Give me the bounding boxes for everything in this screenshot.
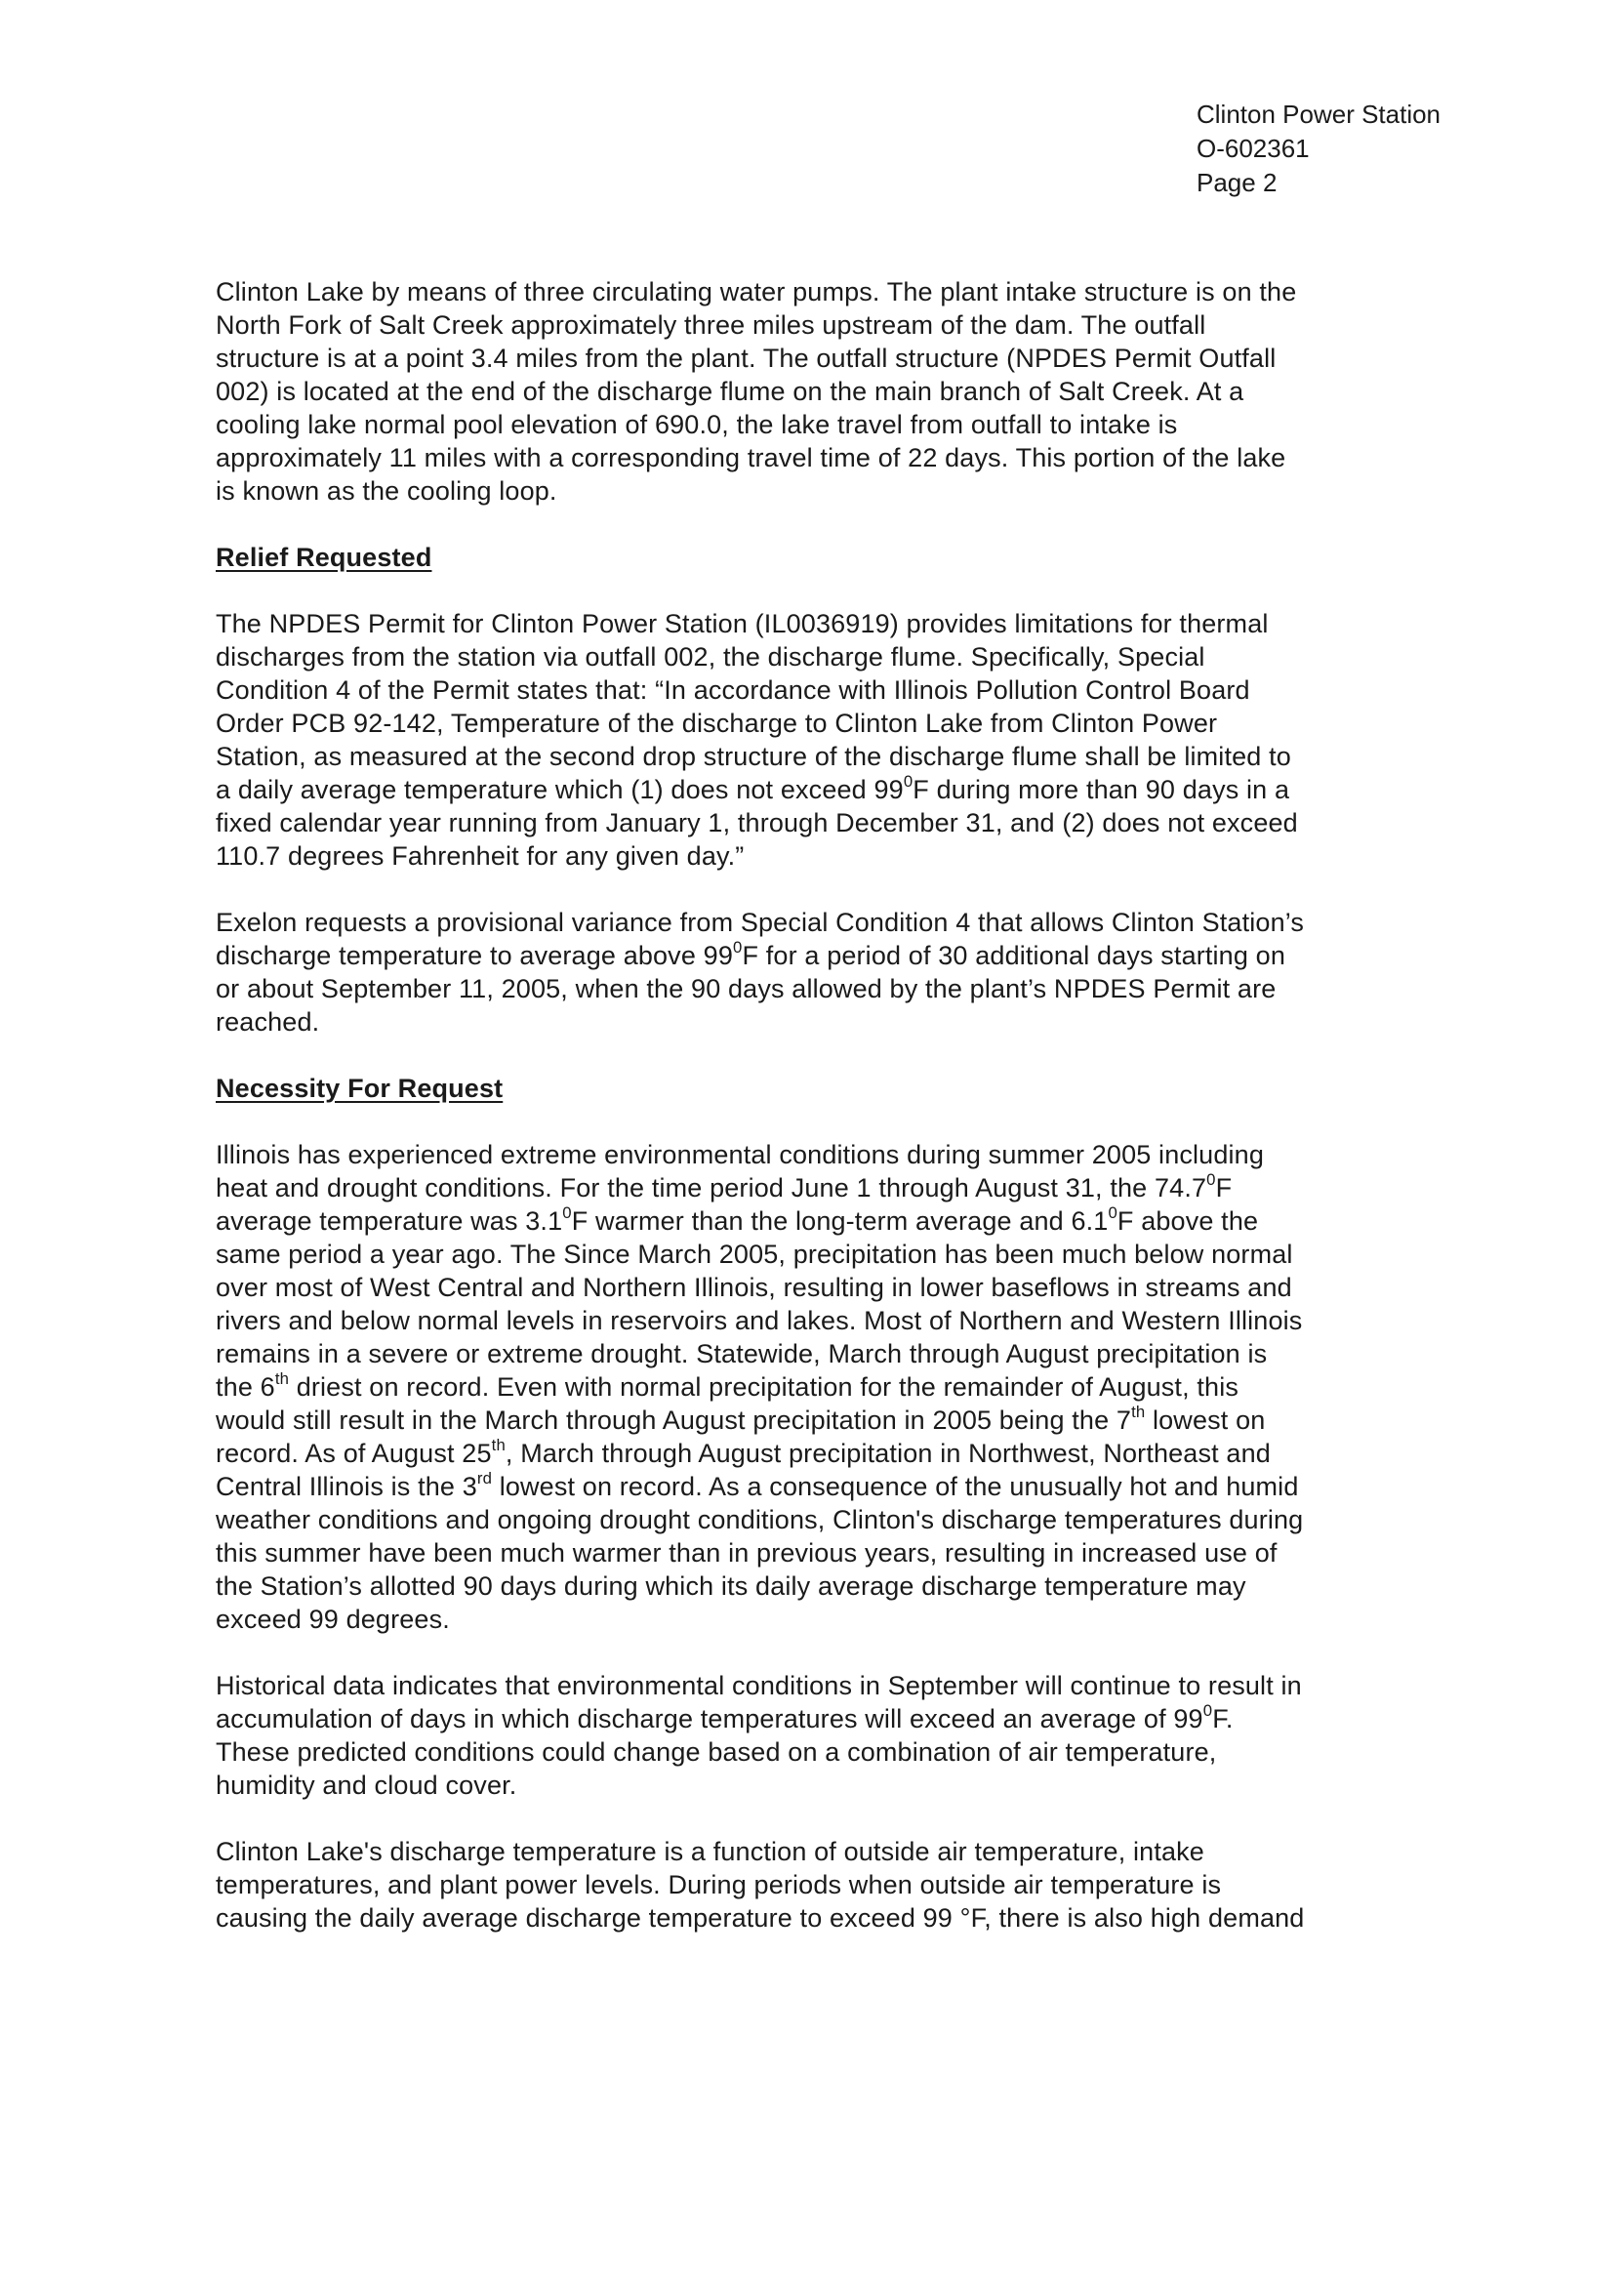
superscript: rd [476, 1469, 493, 1487]
text-segment: a daily average temperature which (1) does not exceed 99 [216, 775, 904, 804]
text-line: Exelon requests a provisional variance from Special Condition 4 that allows Clinton Station’s [216, 908, 1305, 937]
superscript: 0 [733, 938, 743, 957]
document-body [216, 275, 1484, 1935]
superscript: th [274, 1369, 290, 1388]
text-segment: lowest on [1145, 1406, 1266, 1435]
text-segment: accumulation of days in which discharge temperatures will exceed an average of 99 [216, 1704, 1203, 1733]
text-line: 002) is located at the end of the discharge flume on the main branch of Salt Creek. At a [216, 377, 1244, 406]
text-line: 110.7 degrees Fahrenheit for any given day.” [216, 841, 745, 871]
header-page-number: Page 2 [1197, 168, 1278, 197]
text-line: same period a year ago. The Since March 2005, precipitation has been much below normal [216, 1240, 1293, 1269]
text-line: The NPDES Permit for Clinton Power Station (IL0036919) provides limitations for thermal [216, 609, 1269, 638]
intro-paragraph [216, 275, 1484, 508]
text-line [216, 1404, 1484, 1437]
text-segment: , March through August precipitation in Northwest, Northeast and [505, 1439, 1271, 1468]
text-segment: record. As of August 25 [216, 1439, 492, 1468]
text-line: Historical data indicates that environmental conditions in September will continue to result in [216, 1671, 1302, 1700]
text-line: North Fork of Salt Creek approximately three miles upstream of the dam. The outfall [216, 310, 1206, 340]
text-line: remains in a severe or extreme drought. Statewide, March through August precipitation is [216, 1339, 1268, 1368]
superscript: 0 [1206, 1170, 1216, 1189]
page-header [1197, 98, 1441, 200]
text-segment: Central Illinois is the 3 [216, 1472, 477, 1501]
superscript: 0 [1108, 1203, 1117, 1222]
superscript: 0 [562, 1203, 572, 1222]
text-line: discharges from the station via outfall 002, the discharge flume. Specifically, Special [216, 642, 1205, 672]
text-line: or about September 11, 2005, when the 90 days allowed by the plant’s NPDES Permit are [216, 974, 1277, 1003]
relief-paragraph-1 [216, 607, 1484, 873]
text-line: is known as the cooling loop. [216, 476, 557, 506]
text-line [216, 1370, 1484, 1404]
text-line: approximately 11 miles with a corresponding travel time of 22 days. This portion of the lake [216, 443, 1286, 472]
text-line: over most of West Central and Northern Illinois, resulting in lower baseflows in streams and [216, 1273, 1292, 1302]
text-line [216, 773, 1484, 806]
text-line: Clinton Lake by means of three circulating water pumps. The plant intake structure is on the [216, 277, 1297, 306]
relief-paragraph-2 [216, 906, 1484, 1039]
text-line: exceed 99 degrees. [216, 1605, 450, 1634]
text-segment: lowest on record. As a consequence of the unusually hot and humid [492, 1472, 1299, 1501]
text-line: reached. [216, 1007, 320, 1037]
text-line: rivers and below normal levels in reservoirs and lakes. Most of Northern and Western Illinois [216, 1306, 1303, 1335]
text-segment: F for a period of 30 additional days starting on [742, 941, 1286, 970]
necessity-paragraph-2 [216, 1669, 1484, 1802]
header-doc-number: O-602361 [1197, 134, 1310, 163]
superscript: th [1131, 1403, 1146, 1421]
text-line [216, 939, 1484, 972]
section-heading-necessity-for-request: Necessity For Request [216, 1074, 504, 1103]
text-line: temperatures, and plant power levels. During periods when outside air temperature is [216, 1870, 1222, 1899]
text-line: cooling lake normal pool elevation of 690.0, the lake travel from outfall to intake is [216, 410, 1178, 439]
text-line: These predicted conditions could change based on a combination of air temperature, [216, 1737, 1217, 1767]
text-line: weather conditions and ongoing drought conditions, Clinton's discharge temperatures during [216, 1505, 1304, 1534]
text-segment: F [1215, 1173, 1233, 1202]
text-line [216, 1702, 1484, 1735]
text-line: structure is at a point 3.4 miles from the plant. The outfall structure (NPDES Permit Outfall [216, 344, 1277, 373]
header-org: Clinton Power Station [1197, 100, 1441, 129]
superscript: 0 [903, 772, 914, 791]
text-line [216, 1470, 1484, 1503]
text-line: Clinton Lake's discharge temperature is a function of outside air temperature, intake [216, 1837, 1204, 1866]
text-line: Condition 4 of the Permit states that: “In accordance with Illinois Pollution Control Board [216, 675, 1250, 705]
text-line [216, 1171, 1484, 1204]
text-line [216, 1437, 1484, 1470]
text-line: this summer have been much warmer than in previous years, resulting in increased use of [216, 1538, 1278, 1568]
section-heading-relief-requested: Relief Requested [216, 543, 432, 572]
text-line: fixed calendar year running from January 1, through December 31, and (2) does not exceed [216, 808, 1298, 837]
text-line: humidity and cloud cover. [216, 1771, 517, 1800]
text-segment: would still result in the March through August precipitation in 2005 being the 7 [216, 1406, 1132, 1435]
superscript: th [491, 1436, 506, 1454]
text-line: Station, as measured at the second drop structure of the discharge flume shall be limited to [216, 742, 1291, 771]
text-segment: F during more than 90 days in a [913, 775, 1290, 804]
text-segment: F above the [1116, 1206, 1259, 1236]
necessity-paragraph-1 [216, 1138, 1484, 1636]
text-line: the Station’s allotted 90 days during which its daily average discharge temperature may [216, 1571, 1246, 1601]
superscript: 0 [1202, 1701, 1213, 1720]
text-segment: discharge temperature to average above 99 [216, 941, 733, 970]
text-segment: driest on record. Even with normal precipitation for the remainder of August, this [289, 1372, 1239, 1402]
text-segment: the 6 [216, 1372, 275, 1402]
text-line: Order PCB 92-142, Temperature of the discharge to Clinton Lake from Clinton Power [216, 709, 1218, 738]
text-line: causing the daily average discharge temperature to exceed 99 °F, there is also high demand [216, 1903, 1305, 1933]
text-segment: F. [1212, 1704, 1234, 1733]
necessity-paragraph-3 [216, 1835, 1484, 1935]
text-segment: F warmer than the long-term average and 6.1 [571, 1206, 1109, 1236]
text-segment: heat and drought conditions. For the time period June 1 through August 31, the 74.7 [216, 1173, 1207, 1202]
text-line: Illinois has experienced extreme environmental conditions during summer 2005 including [216, 1140, 1264, 1169]
text-segment: average temperature was 3.1 [216, 1206, 563, 1236]
text-line [216, 1204, 1484, 1238]
